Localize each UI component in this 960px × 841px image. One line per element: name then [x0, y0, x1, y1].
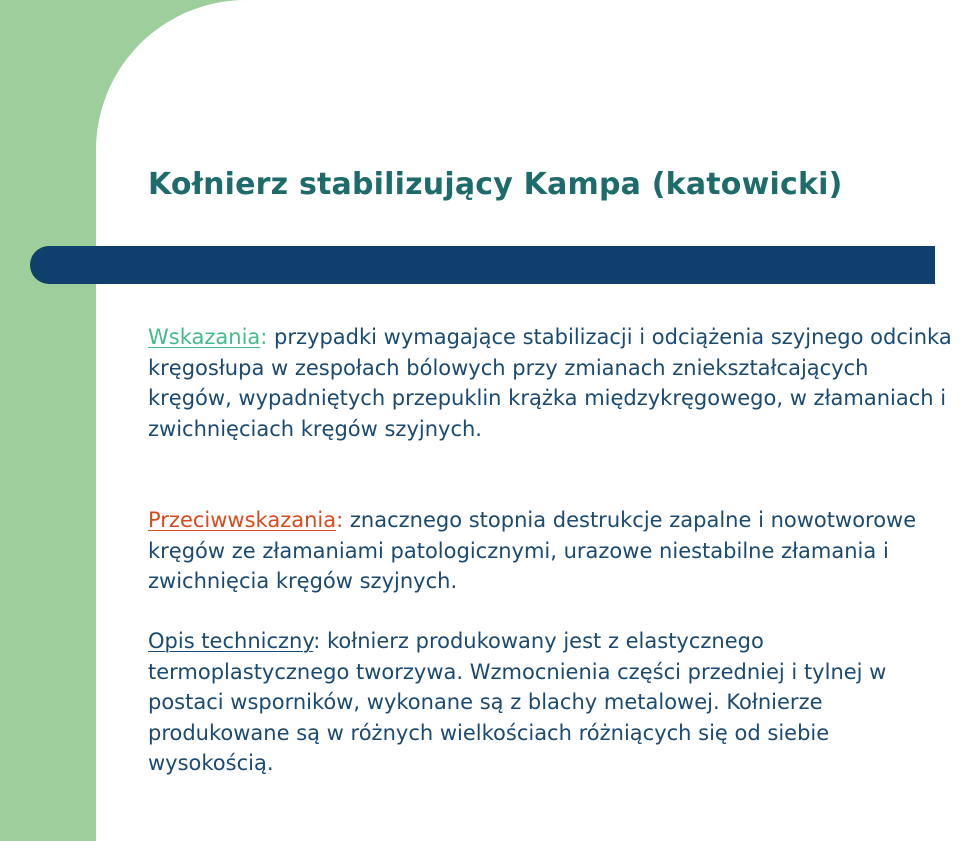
label-technical-description: Opis techniczny	[148, 629, 314, 653]
paragraph-technical-description	[148, 626, 956, 779]
label-contraindications: Przeciwwskazania	[148, 508, 337, 532]
paragraph-contraindications	[148, 505, 956, 597]
label-indications: Wskazania	[148, 325, 261, 349]
side-decor-band	[0, 0, 96, 841]
paragraph-indications	[148, 322, 956, 444]
text-indications: przypadki wymagające stabilizacji i odciążenia szyjnego odcinka kręgosłupa w zespołach bólowych przy zmianach zniekształcających kręgów, wypadniętych przepuklin krążka międzykręgowego, w złamaniach i zwichnięciach kręgów szyjnych.	[148, 325, 952, 441]
text-contraindications: znacznego stopnia destrukcje zapalne i nowotworowe kręgów ze złamaniami patologicznymi, urazowe niestabilne złamania i zwichnięcia kręgów szyjnych.	[148, 508, 917, 593]
slide-title: Kołnierz stabilizujący Kampa (katowicki)	[148, 167, 843, 202]
label-indications-colon: :	[260, 325, 268, 349]
label-technical-description-colon: :	[313, 629, 321, 653]
label-contraindications-colon: :	[336, 508, 344, 532]
text-technical-description: kołnierz produkowany jest z elastycznego termoplastycznego tworzywa. Wzmocnienia części przedniej i tylnej w postaci wsporników, wykonane są z blachy metalowej. Kołnierze produkowane są w różnych wielkościach różniących się od siebie wysokością.	[148, 629, 887, 775]
title-underline-bar	[30, 246, 935, 284]
